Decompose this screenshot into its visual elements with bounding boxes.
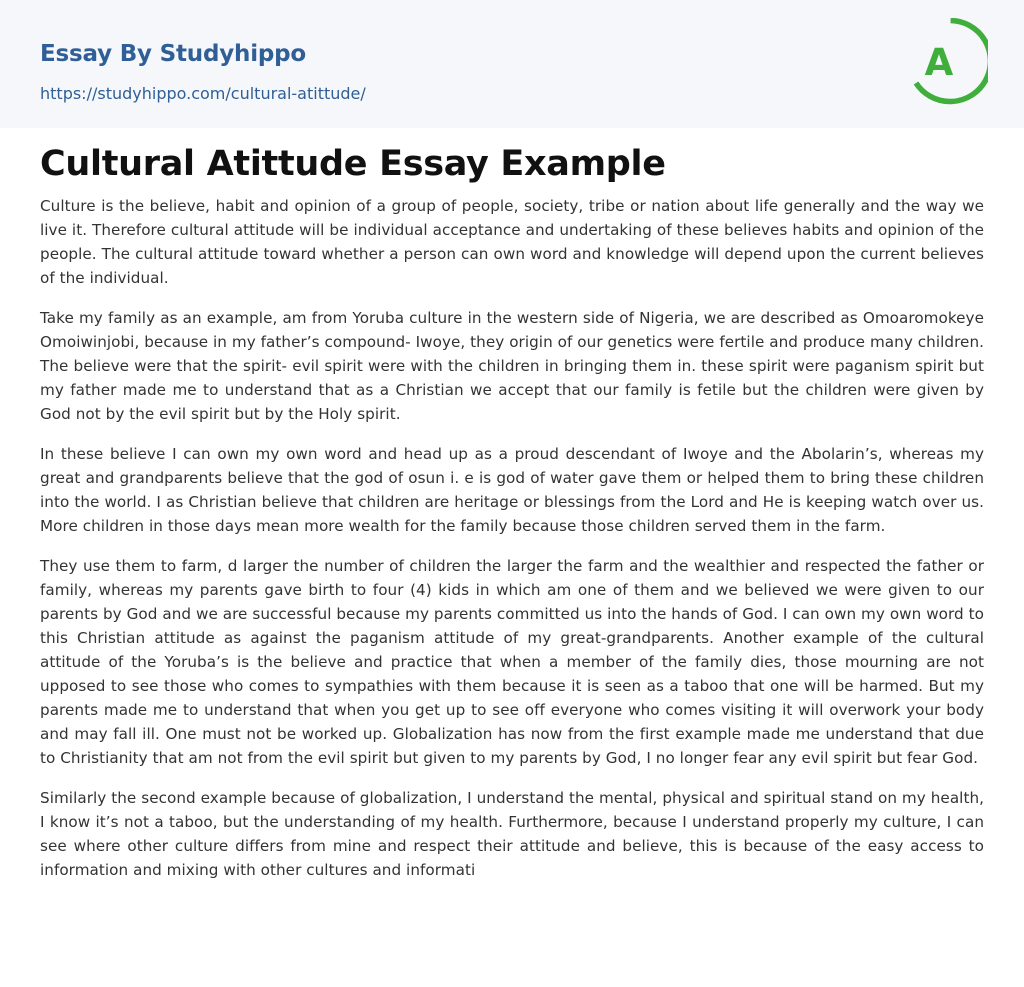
article-url-link[interactable]: https://studyhippo.com/cultural-atittude/ [40, 84, 366, 103]
essay-paragraph: Similarly the second example because of globalization, I understand the mental, physical and spiritual stand on my health, I know it’s not a taboo, but the understanding of my health. Furthermore, because I understand properly my culture, I can see where other culture differs from mine and respect their attitude and believe, this is because of the easy access to information and mixing with other cultures and informati [40, 789, 984, 879]
essay-body [40, 194, 984, 898]
studyhippo-logo[interactable] [908, 18, 988, 106]
page-title: Cultural Atittude Essay Example [40, 144, 666, 184]
logo-letter: A [924, 41, 954, 84]
essay-paragraph: They use them to farm, d larger the number of children the larger the farm and the wealthier and respected the father or family, whereas my parents gave birth to four (4) kids in which am one of them and we believed we were given to our parents by God and we are successful because my parents committed us into the hands of God. I can own my own word to this Christian attitude as against the paganism attitude of my great-grandparents. Another example of the cultural attitude of the Yoruba’s is the believe and practice that when a member of the family dies, those mourning are not upposed to see those who comes to sympathies with them because it is seen as a taboo that one will be harmed. But my parents made me to understand that when you get up to see off everyone who comes visiting it will overwork your body and may fall ill. One must not be worked up. Globalization has now from the first example made me understand that due to Christianity that am not from the evil spirit but given to my parents by God, I no longer fear any evil spirit but fear God. [40, 557, 984, 767]
site-brand[interactable]: Essay By Studyhippo [40, 41, 307, 67]
essay-paragraph: Take my family as an example, am from Yoruba culture in the western side of Nigeria, we are described as Omoaromokeye Omoiwinjobi, because in my father’s compound- Iwoye, they origin of our genetics were fertile and produce many children. The believe were that the spirit- evil spirit were with the children in bringing them in. these spirit were paganism spirit but my father made me to understand that as a Christian we accept that our family is fetile but the children were given by God not by the evil spirit but by the Holy spirit. [40, 309, 984, 423]
logo-ring-icon [908, 18, 988, 106]
essay-paragraph: Culture is the believe, habit and opinion of a group of people, society, tribe or nation about life generally and the way we live it. Therefore cultural attitude will be individual acceptance and undertaking of these believes habits and opinion of the people. The cultural attitude toward whether a person can own word and knowledge will depend upon the current believes of the individual. [40, 197, 984, 287]
essay-paragraph: In these believe I can own my own word and head up as a proud descendant of Iwoye and the Abolarin’s, whereas my great and grandparents believe that the god of osun i. e is god of water gave them or helped them to bring these children into the world. I as Christian believe that children are heritage or blessings from the Lord and He is keeping watch over us. More children in those days mean more wealth for the family because those children served them in the farm. [40, 445, 984, 535]
site-header [0, 0, 1024, 128]
